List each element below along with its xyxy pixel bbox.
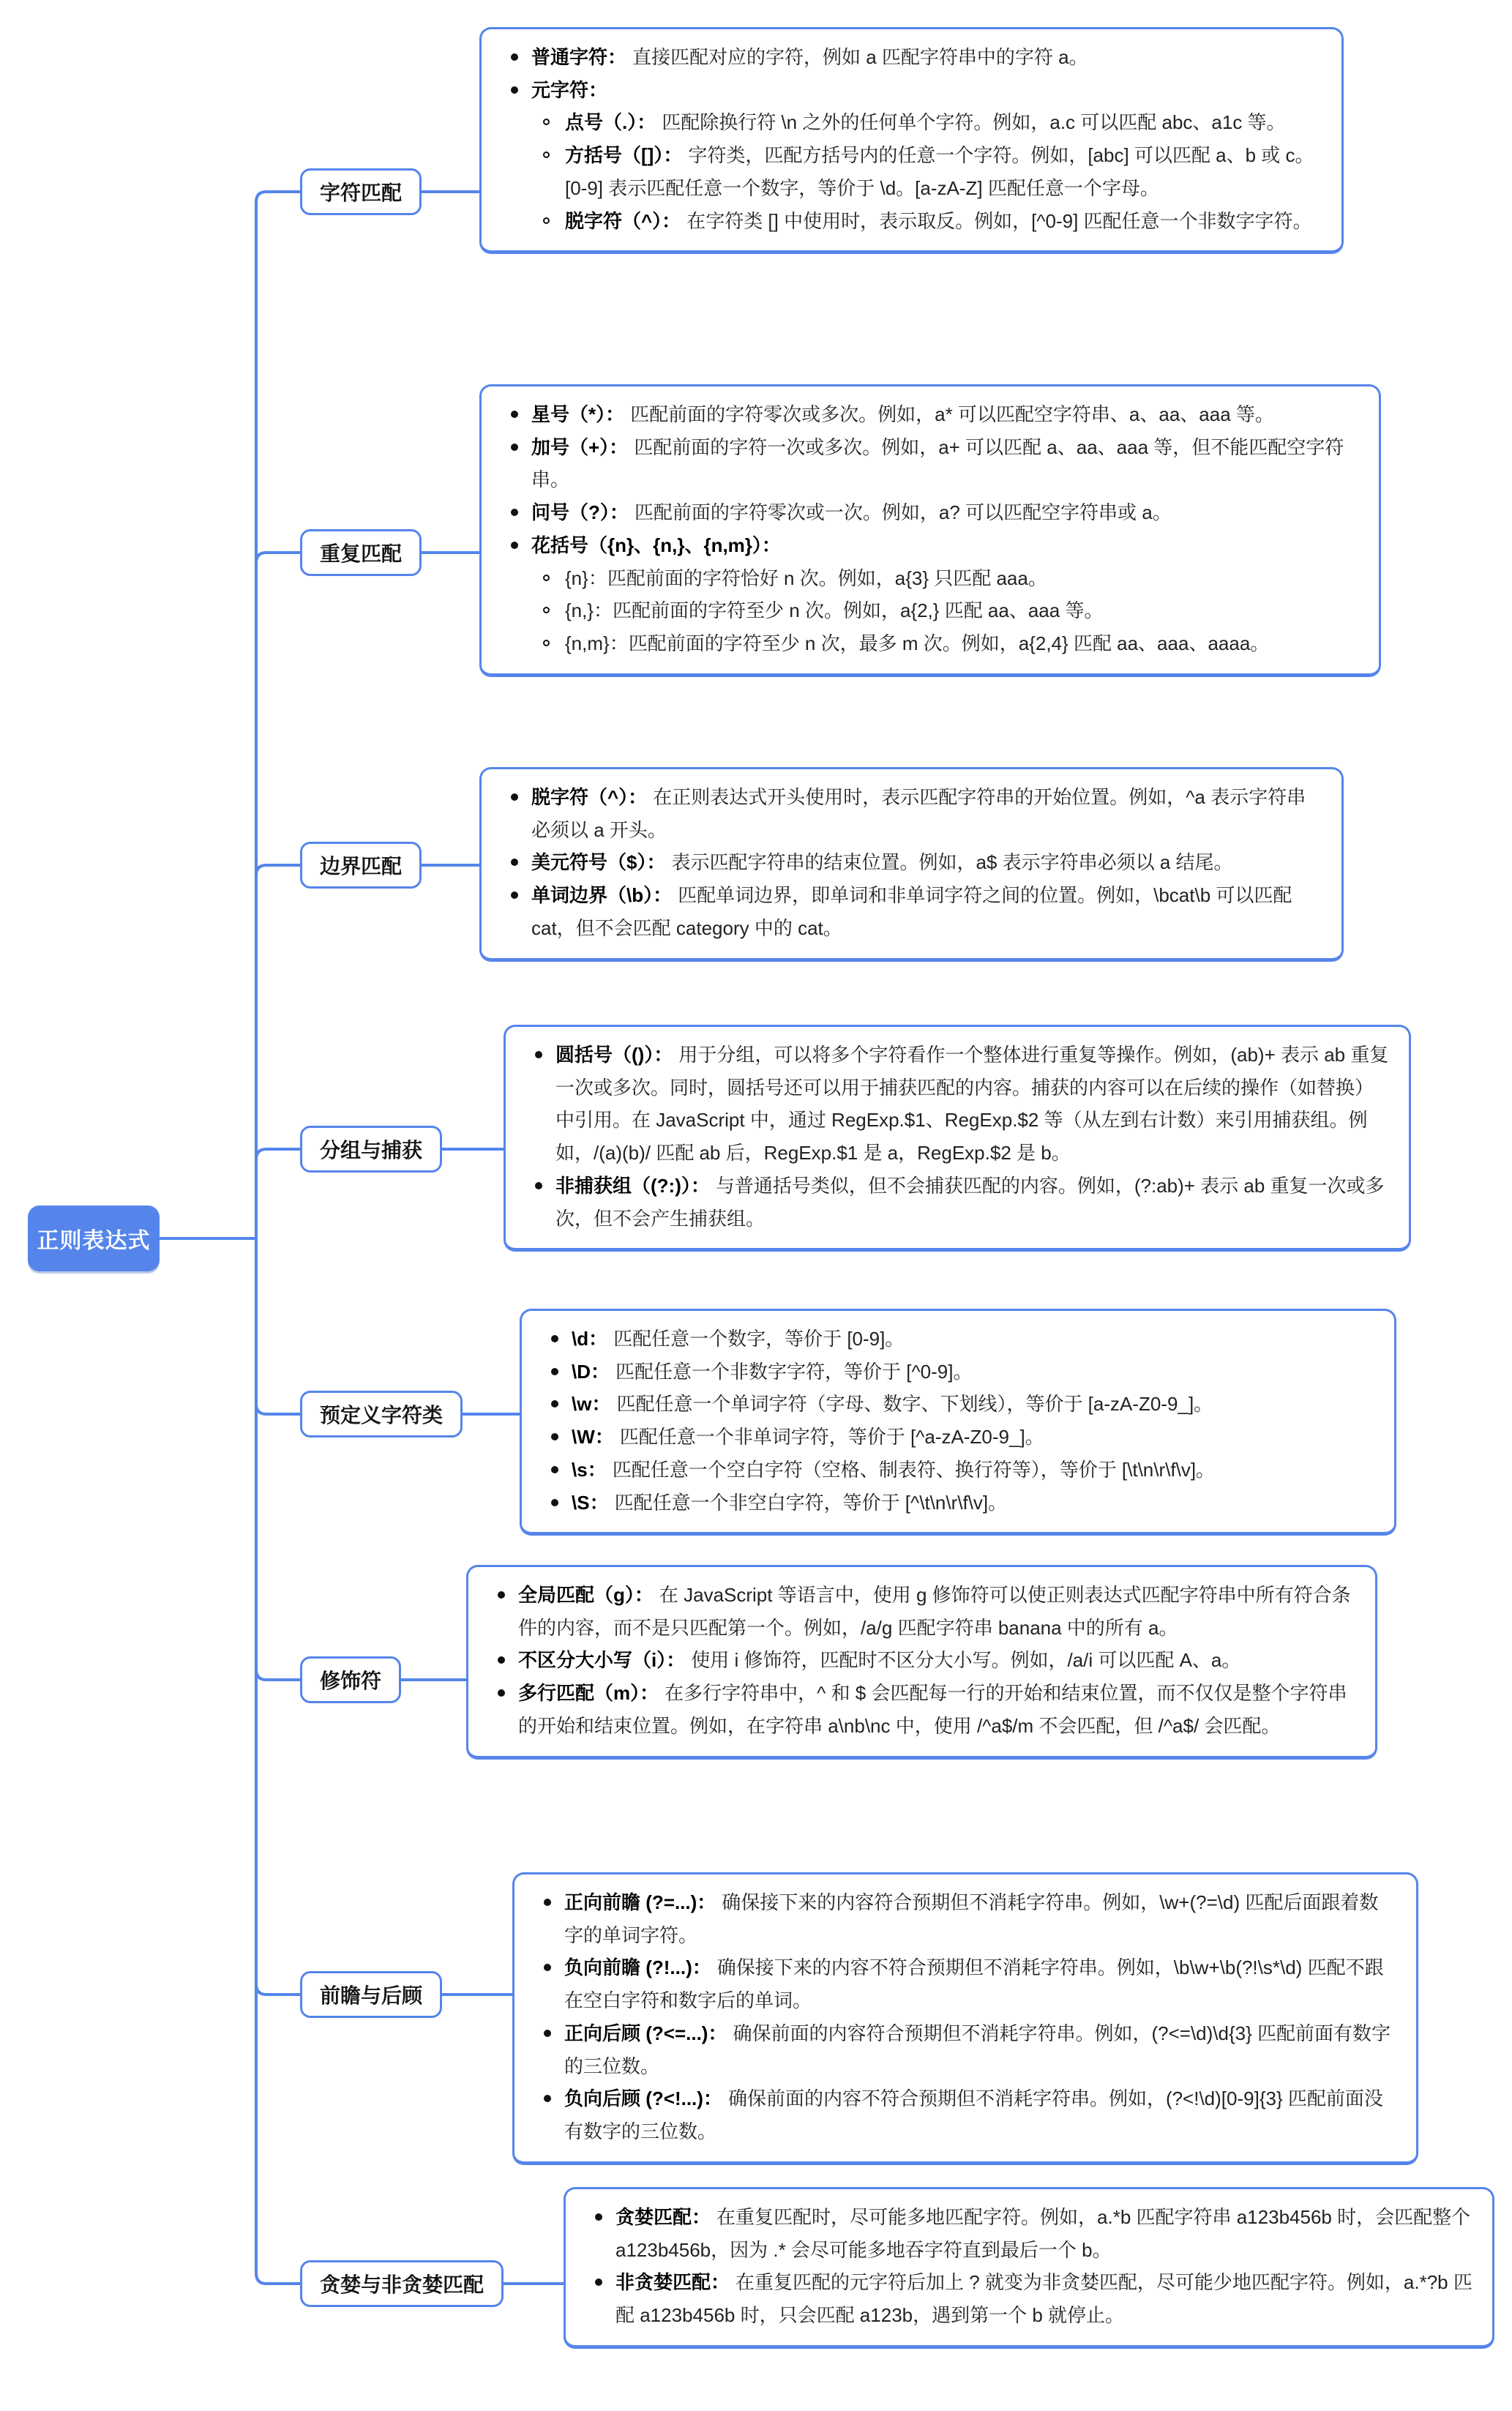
item-description: 与普通括号类似，但不会捕获匹配的内容。例如，(?:ab)+ 表示 ab 重复一次或多次，但不会产生捕获组。 (555, 1174, 1385, 1230)
list-item (525, 1039, 1390, 1170)
bullet-circle-icon (543, 575, 550, 581)
item-description: 在正则表达式开头使用时，表示匹配字符串的开始位置。例如，^a 表示字符串必须以 a 开头。 (531, 786, 1306, 841)
item-term: 贪婪匹配： (615, 2206, 711, 2228)
item-description: {n,m}：匹配前面的字符至少 n 次，最多 m 次。例如，a{2,4} 匹配 aa、aaa、aaaa。 (565, 632, 1270, 655)
item-list (534, 1886, 1397, 2148)
bullet-dot-icon (511, 411, 518, 418)
item-term: 花括号（{n}、{n,}、{n,m}）： (531, 534, 781, 556)
item-term: \d： (572, 1328, 608, 1350)
item-term: 美元符号（$）： (531, 851, 666, 874)
item-description: 匹配除换行符 \n 之外的任何单个字符。例如，a.c 可以匹配 abc、a1c 等。 (662, 111, 1286, 134)
content-box-lookaround[interactable] (512, 1872, 1418, 2165)
item-description: 匹配前面的字符零次或一次。例如，a? 可以匹配空字符串或 a。 (634, 501, 1172, 524)
list-item (501, 879, 1322, 944)
item-description: 在重复匹配的元字符后加上 ? 就变为非贪婪匹配，尽可能少地匹配字符。例如，a.*?b 匹配 a123b456b 时，只会匹配 a123b，遇到第一个 b 就停止。 (615, 2271, 1472, 2327)
bullet-circle-icon (543, 152, 550, 158)
item-term: 脱字符（^）： (531, 786, 648, 808)
root-node[interactable]: 正则表达式 (28, 1206, 160, 1271)
item-description: 在 JavaScript 等语言中，使用 g 修饰符可以使正则表达式匹配字符串中所有符合条件的内容，而不是只匹配第一个。例如，/a/g 匹配字符串 banana 中的所有 a。 (518, 1584, 1351, 1639)
branch-node-predefined-classes[interactable]: 预定义字符类 (300, 1391, 463, 1438)
branch-node-character-matching[interactable]: 字符匹配 (300, 168, 422, 215)
bullet-dot-icon (595, 2279, 602, 2286)
item-description: 匹配任意一个非数字字符，等价于 [^0-9]。 (615, 1360, 973, 1383)
item-description: 直接匹配对应的字符，例如 a 匹配字符串中的字符 a。 (632, 46, 1088, 68)
item-description: 字符类，匹配方括号内的任意一个字符。例如，[abc] 可以匹配 a、b 或 c。[0-9] 表示匹配任意一个数字，等价于 \d。[a-zA-Z] 匹配任意一个字母。 (565, 144, 1314, 199)
list-item (534, 1886, 1397, 1951)
item-list (525, 1039, 1390, 1235)
list-item (501, 431, 1360, 496)
content-box-greedy-nongreedy[interactable] (564, 2187, 1494, 2349)
bullet-circle-icon (543, 217, 550, 224)
list-item (541, 1356, 1375, 1388)
item-description: 在重复匹配时，尽可能多地匹配字符。例如，a.*b 匹配字符串 a123b456b 时，会匹配整个 a123b456b，因为 .* 会尽可能多地吞字符直到最后一个 b。 (615, 2206, 1471, 2261)
item-description: 确保接下来的内容符合预期但不消耗字符串。例如，\w+(?=\d) 匹配后面跟着数字的单词字符。 (564, 1891, 1379, 1946)
item-term: 普通字符： (531, 46, 627, 68)
item-description: {n,}：匹配前面的字符至少 n 次。例如，a{2,} 匹配 aa、aaa 等。 (565, 599, 1104, 622)
item-term: 圆括号（()）： (555, 1044, 673, 1066)
content-box-repetition-matching[interactable] (479, 384, 1381, 677)
bullet-dot-icon (551, 1499, 558, 1506)
bullet-dot-icon (544, 1964, 551, 1971)
item-term: \s： (572, 1458, 607, 1481)
list-item (501, 106, 1322, 139)
bullet-dot-icon (544, 1899, 551, 1906)
item-description: {n}：匹配前面的字符恰好 n 次。例如，a{3} 只匹配 aaa。 (565, 567, 1047, 589)
list-item (501, 496, 1360, 529)
item-term: 非捕获组（(?:)）： (555, 1174, 710, 1197)
item-term: 正向后顾 (?<=...)： (564, 2022, 727, 2044)
item-description: 匹配前面的字符零次或多次。例如，a* 可以匹配空字符串、a、aa、aaa 等。 (630, 403, 1274, 425)
list-item (541, 1454, 1375, 1487)
item-term: 元字符： (531, 78, 608, 101)
bullet-circle-icon (543, 607, 550, 613)
item-list (541, 1323, 1375, 1519)
item-term: 星号（*）： (531, 403, 625, 425)
list-item (501, 205, 1322, 238)
list-item (501, 562, 1360, 595)
item-description: 匹配前面的字符一次或多次。例如，a+ 可以匹配 a、aa、aaa 等，但不能匹配空字符串。 (531, 436, 1344, 491)
item-term: 加号（+）： (531, 436, 629, 458)
bullet-dot-icon (511, 86, 518, 94)
bullet-dot-icon (511, 859, 518, 866)
list-item (534, 2082, 1397, 2148)
list-item (534, 1951, 1397, 2016)
list-item (501, 594, 1360, 627)
bullet-dot-icon (551, 1335, 558, 1342)
item-list (585, 2201, 1473, 2332)
list-item (541, 1388, 1375, 1421)
bullet-dot-icon (498, 1656, 505, 1664)
list-item (585, 2201, 1473, 2266)
bullet-dot-icon (544, 2095, 551, 2102)
bullet-dot-icon (511, 542, 518, 549)
item-term: 正向前瞻 (?=...)： (564, 1891, 716, 1913)
list-item (501, 74, 1322, 107)
item-term: 负向后顾 (?<!...)： (564, 2087, 722, 2110)
bullet-dot-icon (544, 2030, 551, 2037)
list-item (501, 781, 1322, 846)
item-list (501, 41, 1322, 237)
list-item (501, 529, 1360, 562)
list-item (541, 1421, 1375, 1454)
item-description: 匹配单词边界，即单词和非单词字符之间的位置。例如，\bcat\b 可以匹配 cat，但不会匹配 category 中的 cat。 (531, 884, 1292, 939)
list-item (501, 627, 1360, 660)
content-box-character-matching[interactable] (479, 27, 1344, 254)
item-term: \S： (572, 1491, 609, 1514)
item-term: 全局匹配（g）： (518, 1584, 654, 1606)
list-item (501, 139, 1322, 204)
item-description: 匹配任意一个单词字符（字母、数字、下划线），等价于 [a-zA-Z0-9_]。 (616, 1393, 1213, 1416)
item-term: 不区分大小写（i）： (518, 1649, 686, 1672)
branch-node-boundary-matching[interactable]: 边界匹配 (300, 842, 422, 889)
bullet-circle-icon (543, 640, 550, 646)
item-term: 非贪婪匹配： (615, 2271, 730, 2294)
bullet-dot-icon (511, 53, 518, 61)
branch-node-grouping-capture[interactable]: 分组与捕获 (300, 1126, 442, 1173)
item-term: 脱字符（^）： (565, 209, 681, 232)
list-item (501, 41, 1322, 74)
item-term: 问号（?）： (531, 501, 629, 524)
list-item (541, 1323, 1375, 1356)
item-term: 方括号（[]）： (565, 144, 683, 167)
list-item (525, 1170, 1390, 1235)
branch-node-repetition-matching[interactable]: 重复匹配 (300, 529, 422, 576)
branch-node-lookaround[interactable]: 前瞻与后顾 (300, 1971, 442, 2018)
bullet-dot-icon (498, 1689, 505, 1697)
item-term: 多行匹配（m）： (518, 1682, 659, 1705)
list-item (585, 2266, 1473, 2331)
item-term: 点号（.）： (565, 111, 656, 134)
content-box-modifiers[interactable] (466, 1565, 1377, 1760)
item-list (487, 1579, 1356, 1743)
content-box-grouping-capture[interactable] (504, 1025, 1411, 1252)
list-item (487, 1677, 1356, 1742)
bullet-dot-icon (551, 1400, 558, 1408)
item-description: 在多行字符串中，^ 和 $ 会匹配每一行的开始和结束位置，而不仅仅是整个字符串的开始和结束位置。例如，在字符串 a\nb\nc 中，使用 /^a$/m 不会匹配，但 /^a$/ 会匹配。 (518, 1682, 1347, 1737)
bullet-circle-icon (543, 119, 550, 125)
item-term: \w： (572, 1393, 611, 1416)
item-term: \W： (572, 1426, 614, 1449)
list-item (541, 1487, 1375, 1520)
list-item (534, 2017, 1397, 2082)
bullet-dot-icon (511, 444, 518, 451)
branch-node-modifiers[interactable]: 修饰符 (300, 1656, 401, 1703)
item-list (501, 398, 1360, 660)
bullet-dot-icon (551, 1466, 558, 1473)
branch-node-greedy-nongreedy[interactable]: 贪婪与非贪婪匹配 (300, 2260, 504, 2307)
bullet-dot-icon (551, 1368, 558, 1375)
list-item (501, 398, 1360, 431)
item-list (501, 781, 1322, 945)
bullet-dot-icon (511, 891, 518, 899)
bullet-dot-icon (535, 1182, 542, 1189)
bullet-dot-icon (535, 1051, 542, 1058)
item-term: 负向前瞻 (?!...)： (564, 1956, 711, 1979)
list-item (487, 1579, 1356, 1644)
item-description: 用于分组，可以将多个字符看作一个整体进行重复等操作。例如，(ab)+ 表示 ab 重复一次或多次。同时，圆括号还可以用于捕获匹配的内容。捕获的内容可以在后续的操作（如替换）中引用。在 JavaScript 中，通过 RegExp.$1、RegExp.$2 等（从左到右计数）来引用捕获组。例如，/(a)(b)/ 匹配 ab 后，RegExp.$1 是 a，RegExp.$2 是 b。 (555, 1044, 1389, 1165)
list-item (501, 846, 1322, 879)
item-description: 匹配任意一个非单词字符，等价于 [^a-zA-Z0-9_]。 (619, 1426, 1044, 1449)
item-description: 匹配任意一个非空白字符，等价于 [^\t\n\r\f\v]。 (614, 1491, 1008, 1514)
bullet-dot-icon (551, 1433, 558, 1440)
bullet-dot-icon (595, 2213, 602, 2221)
item-description: 匹配任意一个空白字符（空格、制表符、换行符等），等价于 [\t\n\r\f\v]。 (612, 1458, 1216, 1481)
bullet-dot-icon (511, 793, 518, 801)
content-box-predefined-classes[interactable] (520, 1309, 1396, 1536)
item-description: 表示匹配字符串的结束位置。例如，a$ 表示字符串必须以 a 结尾。 (671, 851, 1233, 874)
list-item (487, 1644, 1356, 1677)
content-box-boundary-matching[interactable] (479, 767, 1344, 962)
item-description: 确保前面的内容符合预期但不消耗字符串。例如，(?<=\d)\d{3} 匹配前面有数字的三位数。 (564, 2022, 1391, 2077)
item-description: 确保前面的内容不符合预期但不消耗字符串。例如，(?<!\d)[0-9]{3} 匹配前面没有数字的三位数。 (564, 2087, 1383, 2143)
item-term: 单词边界（\b）： (531, 884, 673, 907)
item-description: 在字符类 [] 中使用时，表示取反。例如，[^0-9] 匹配任意一个非数字字符。 (686, 209, 1312, 232)
item-term: \D： (572, 1360, 610, 1383)
bullet-dot-icon (511, 509, 518, 516)
item-description: 匹配任意一个数字，等价于 [0-9]。 (613, 1328, 905, 1350)
bullet-dot-icon (498, 1591, 505, 1599)
item-description: 确保接下来的内容不符合预期但不消耗字符串。例如，\b\w+\b(?!\s*\d) 匹配不跟在空白字符和数字后的单词。 (564, 1956, 1384, 2012)
item-description: 使用 i 修饰符，匹配时不区分大小写。例如，/a/i 可以匹配 A、a。 (691, 1649, 1241, 1672)
